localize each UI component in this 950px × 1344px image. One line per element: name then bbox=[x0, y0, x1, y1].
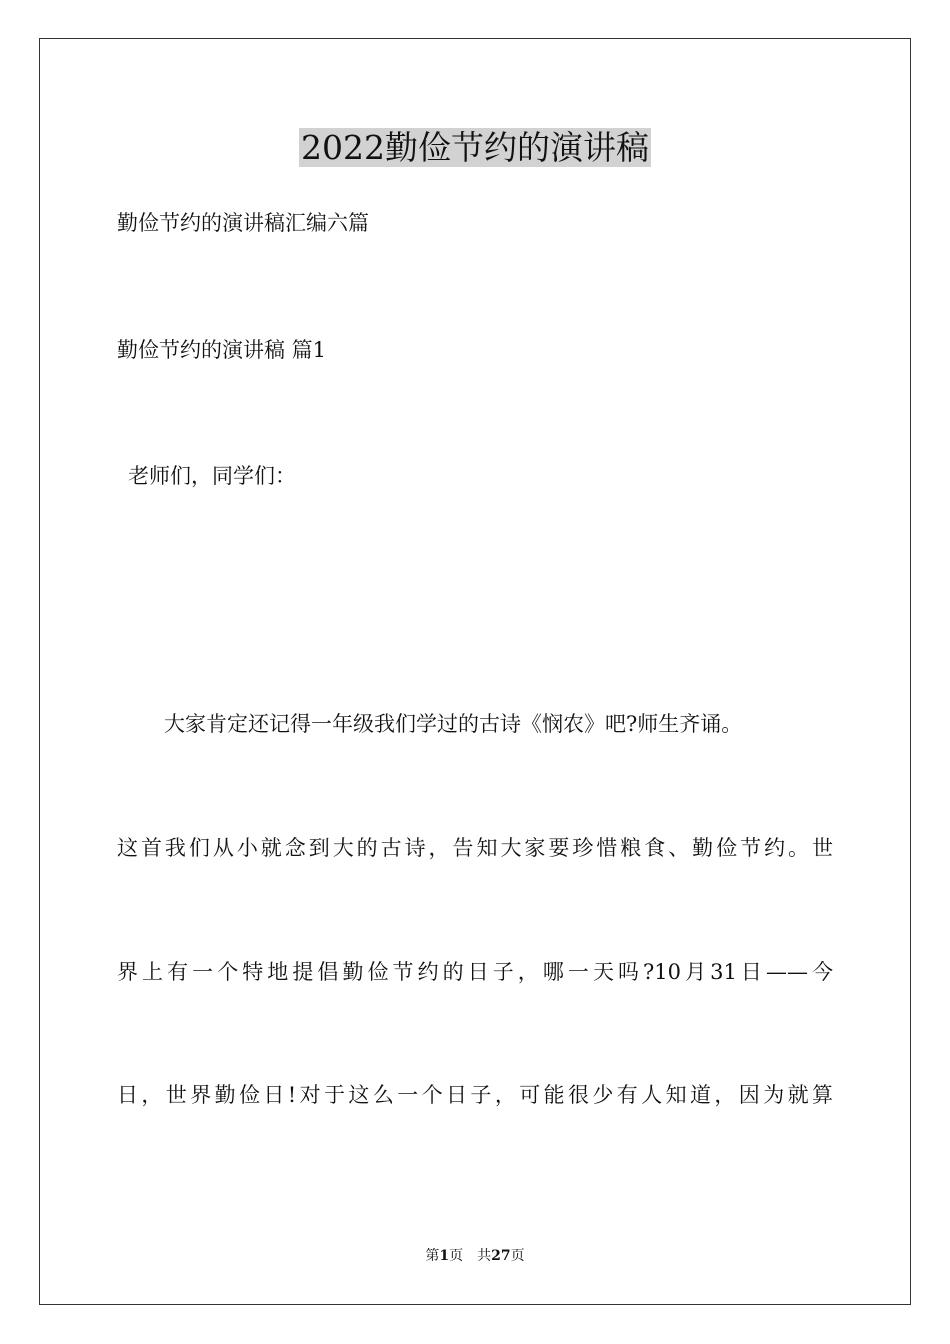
footer-page-prefix: 第 bbox=[425, 1248, 440, 1264]
paragraph-line-3: 界上有一个特地提倡勤俭节约的日子，哪一天吗?10月31日——今 bbox=[117, 960, 833, 984]
footer-page-current: 1 bbox=[439, 1248, 450, 1264]
document-subtitle: 勤俭节约的演讲稿汇编六篇 bbox=[117, 211, 369, 235]
footer-total-prefix: 共 bbox=[477, 1248, 492, 1264]
footer-total-suffix: 页 bbox=[510, 1248, 525, 1264]
paragraph-line-4: 日，世界勤俭日!对于这么一个日子，可能很少有人知道，因为就算 bbox=[117, 1083, 833, 1107]
footer-page-total: 27 bbox=[491, 1248, 511, 1264]
salutation: 老师们，同学们： bbox=[128, 464, 296, 488]
page-footer bbox=[0, 1247, 950, 1265]
footer-page-suffix: 页 bbox=[449, 1248, 464, 1264]
section-heading: 勤俭节约的演讲稿 篇1 bbox=[117, 338, 327, 362]
paragraph-line-2: 这首我们从小就念到大的古诗，告知大家要珍惜粮食、勤俭节约。世 bbox=[117, 836, 833, 860]
document-title bbox=[0, 128, 950, 168]
paragraph-line-1: 大家肯定还记得一年级我们学过的古诗《悯农》吧?师生齐诵。 bbox=[164, 712, 743, 736]
document-title-text: 2022勤俭节约的演讲稿 bbox=[301, 128, 649, 167]
